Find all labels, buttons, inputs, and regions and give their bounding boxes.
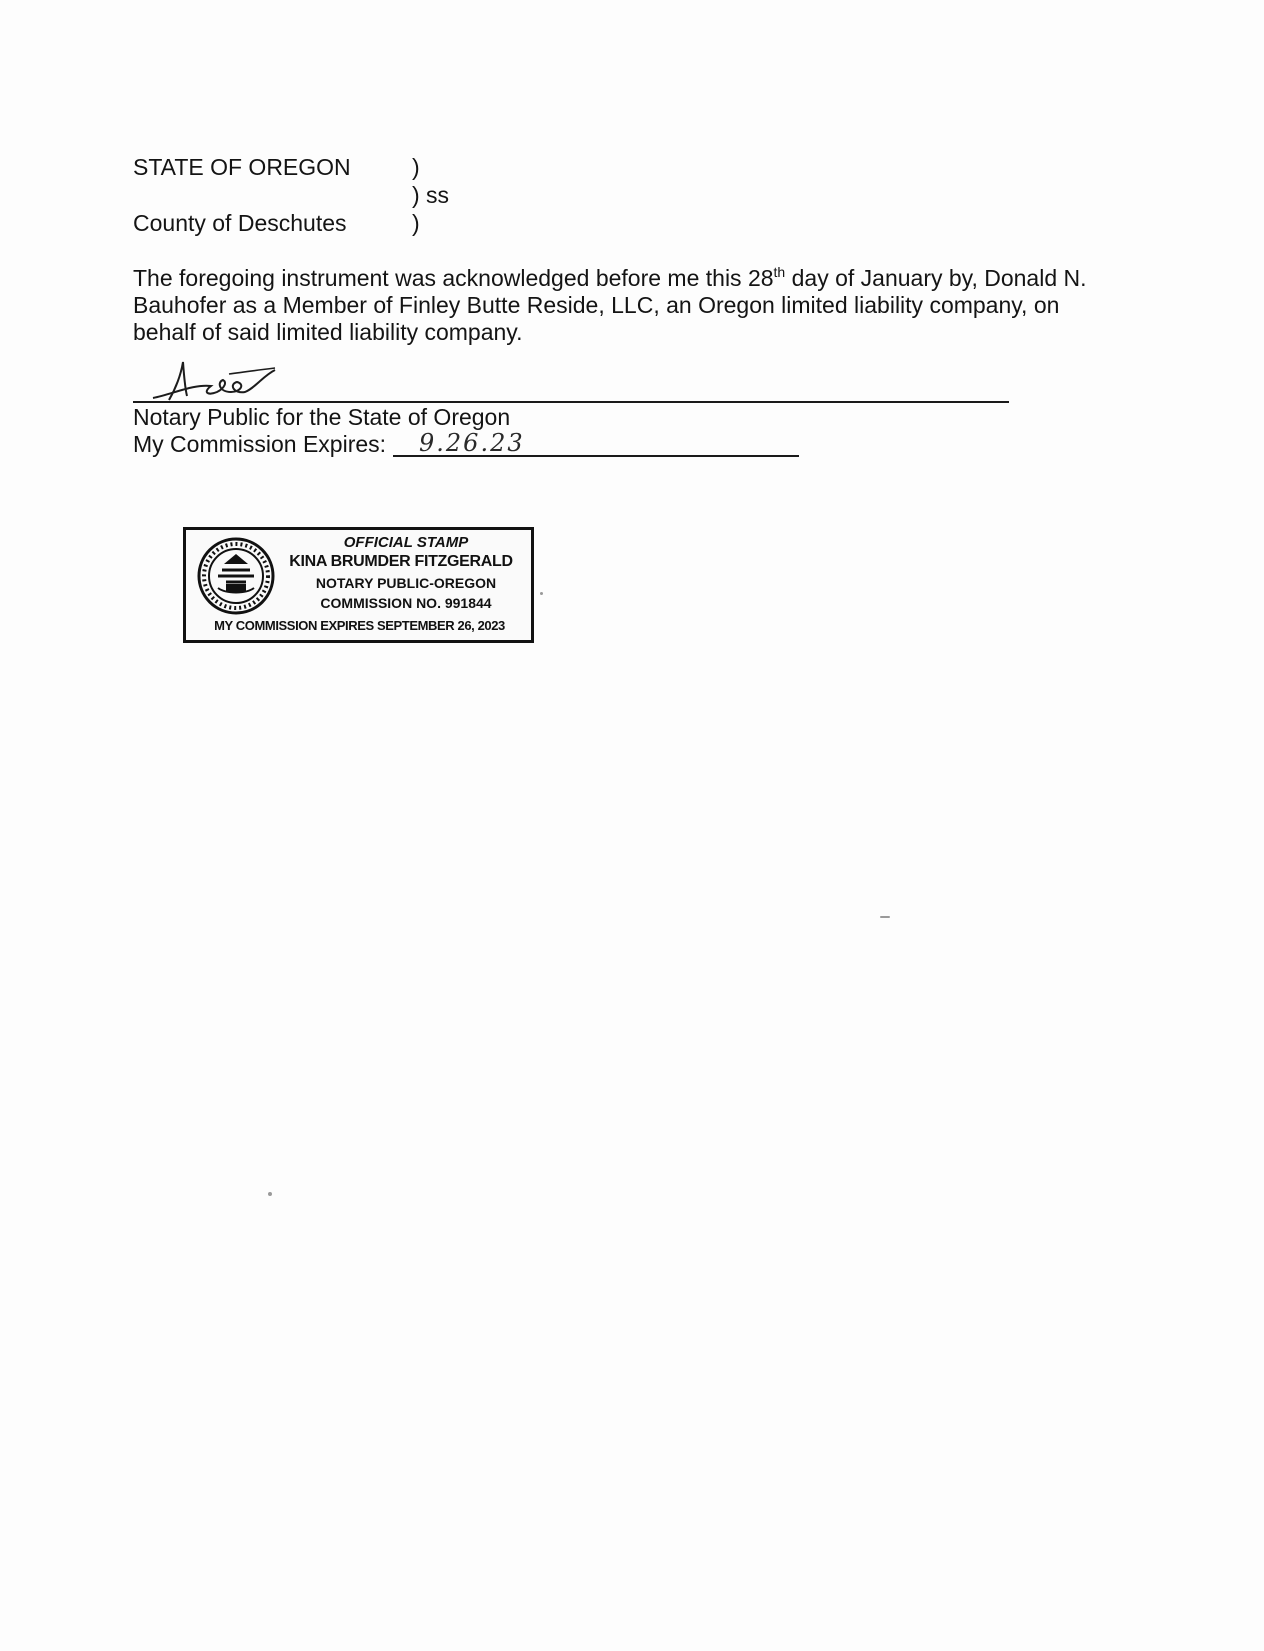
acknowledgment-paragraph <box>133 265 1143 346</box>
acknowledgment-line-2: Bauhofer as a Member of Finley Butte Reside, LLC, an Oregon limited liability company, on <box>133 292 1060 318</box>
stamp-notary-name: KINA BRUMDER FITZGERALD <box>289 553 513 570</box>
acknowledgment-line-3: behalf of said limited liability company. <box>133 319 523 345</box>
scan-speck <box>540 592 543 595</box>
venue-paren-bottom: ) <box>412 210 420 236</box>
ordinal-suffix: th <box>773 264 786 280</box>
stamp-notary-title: NOTARY PUBLIC-OREGON <box>315 575 497 591</box>
acknowledgment-line-1 <box>133 265 1143 292</box>
venue-paren-top: ) <box>412 154 420 180</box>
acknowledgment-line-1-start: The foregoing instrument was acknowledged before me this 28 <box>133 265 774 291</box>
signature-line <box>133 401 1009 403</box>
notary-title: Notary Public for the State of Oregon <box>133 404 511 430</box>
acknowledgment-line-1-end: day of January by, Donald N. <box>785 265 1087 291</box>
scan-speck <box>268 1192 272 1196</box>
official-notary-stamp <box>183 527 534 643</box>
venue-state: STATE OF OREGON <box>133 154 351 180</box>
venue-county: County of Deschutes <box>133 210 347 236</box>
venue-paren-ss: ) ss <box>412 182 450 208</box>
notary-signature <box>133 356 1013 402</box>
scan-speck <box>880 916 890 918</box>
oregon-state-seal-icon <box>196 536 276 616</box>
commission-expires-label: My Commission Expires: <box>133 431 387 457</box>
commission-expires-field <box>393 431 799 457</box>
stamp-commission-number: COMMISSION NO. 991844 <box>320 595 492 611</box>
stamp-expiration: MY COMMISSION EXPIRES SEPTEMBER 26, 2023 <box>214 618 505 633</box>
commission-expires-handwritten: 9.26.23 <box>419 429 525 457</box>
stamp-heading: OFFICIAL STAMP <box>343 534 469 551</box>
